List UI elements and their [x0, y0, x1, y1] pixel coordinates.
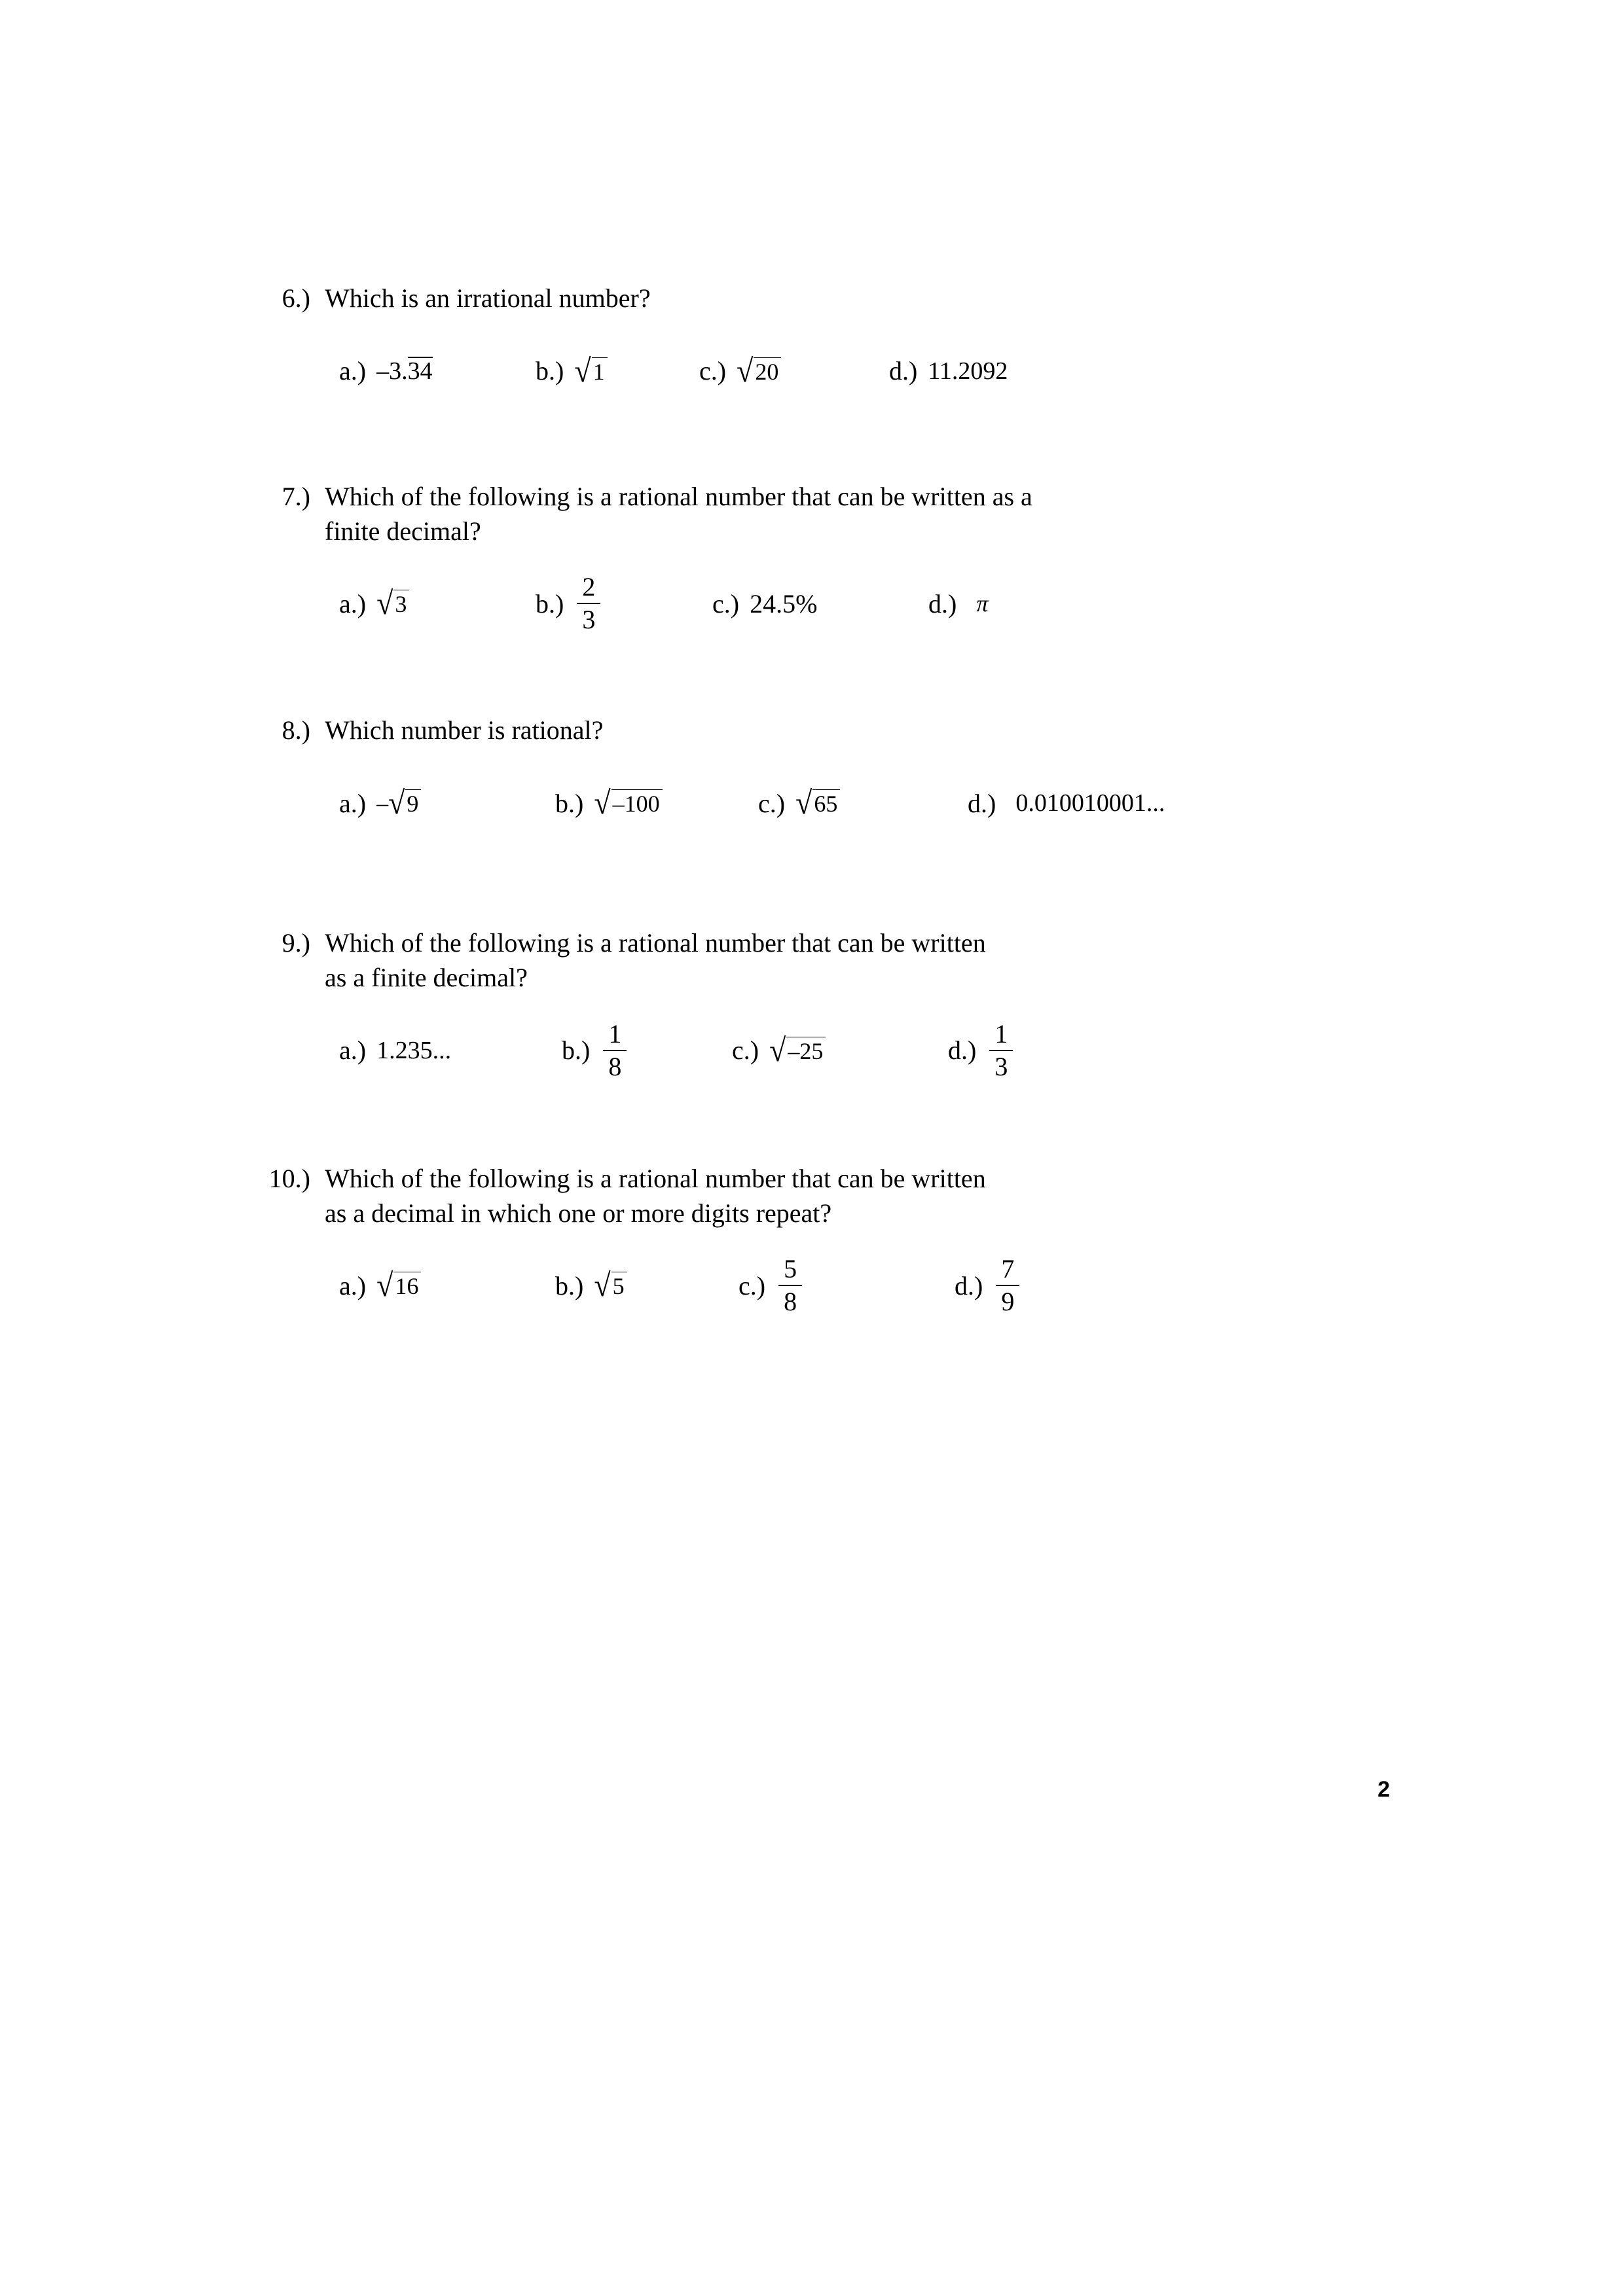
fraction-denominator: 8: [603, 1050, 627, 1081]
choice-value: [594, 785, 662, 821]
question-9-text-line2: as a finite decimal?: [325, 962, 528, 992]
question-8-text: [325, 713, 1375, 748]
radicand: 5: [611, 1272, 627, 1299]
choice-label: a.): [339, 356, 367, 386]
sqrt-icon: √ –100: [594, 789, 662, 817]
question-8-choice-a[interactable]: [339, 772, 555, 834]
radicand: 1: [592, 357, 608, 385]
question-9: [262, 926, 1375, 1082]
choice-label: d.): [955, 1270, 983, 1300]
question-6-number: 6.): [282, 283, 310, 313]
choice-value: π: [976, 590, 989, 617]
fraction: [577, 573, 600, 634]
sqrt-icon: √ 5: [594, 1272, 627, 1299]
choice-value: –3. 34: [376, 357, 433, 386]
choice-label: b.): [562, 1035, 591, 1066]
question-9-text-line1: Which of the following is a rational number that can be written: [325, 928, 986, 958]
choice-label: a.): [339, 788, 367, 818]
question-10-text: [325, 1162, 1375, 1231]
fraction: [989, 1020, 1013, 1081]
fraction-numerator: 1: [994, 1018, 1008, 1049]
question-10: [262, 1162, 1375, 1318]
question-6-choices: [262, 340, 1375, 403]
question-10-text-line2: as a decimal in which one or more digits repeat?: [325, 1198, 832, 1228]
question-7-text: [325, 480, 1375, 549]
choice-label: c.): [699, 356, 727, 386]
question-8-text-line1: Which number is rational?: [325, 715, 604, 745]
question-6-choice-a[interactable]: [339, 340, 536, 403]
question-6: [262, 281, 1375, 403]
question-7-choice-c[interactable]: [712, 572, 928, 635]
question-8-number: 8.): [282, 715, 310, 745]
sqrt-icon: √ 16: [376, 1272, 421, 1299]
radicand: 3: [393, 590, 409, 617]
question-8-heading: [262, 713, 1375, 748]
choice-label: d.): [948, 1035, 977, 1066]
question-7-text-line1: Which of the following is a rational number that can be written as a: [325, 481, 1032, 511]
question-10-choice-d[interactable]: [955, 1254, 1022, 1317]
question-7-choice-a[interactable]: [339, 572, 536, 635]
repeating-digits: 34: [407, 357, 433, 386]
radicand: 9: [405, 789, 421, 817]
choice-label: a.): [339, 1270, 367, 1300]
choice-value: [574, 573, 603, 634]
choice-value: [737, 352, 781, 389]
question-6-choice-b[interactable]: [536, 340, 699, 403]
question-7-choices: [262, 572, 1375, 635]
choice-value: [376, 785, 421, 821]
sqrt-icon: √ 65: [795, 789, 840, 817]
question-9-choice-d[interactable]: [948, 1019, 1015, 1082]
choice-value: 1.235...: [376, 1036, 452, 1064]
choice-value: [594, 1267, 627, 1304]
choice-label: c.): [712, 588, 740, 619]
question-9-choice-b[interactable]: [562, 1019, 732, 1082]
choice-label: b.): [555, 1270, 584, 1300]
question-9-number: 9.): [282, 928, 310, 958]
question-9-text: [325, 926, 1375, 996]
question-10-choice-a[interactable]: [339, 1254, 555, 1317]
question-8-choice-d[interactable]: [968, 772, 1165, 834]
sqrt-icon: √ 3: [376, 590, 409, 617]
question-6-text-line1: Which is an irrational number?: [325, 283, 651, 313]
choice-value: [987, 1020, 1015, 1081]
page-number: 2: [1377, 1777, 1390, 1802]
choice-label: b.): [536, 588, 564, 619]
question-10-choice-b[interactable]: [555, 1254, 739, 1317]
question-7-number: 7.): [282, 481, 310, 511]
fraction-denominator: 9: [996, 1285, 1019, 1316]
sqrt-icon: √ –25: [769, 1037, 826, 1064]
radicand: 20: [754, 357, 781, 385]
fraction-numerator: 2: [582, 572, 596, 602]
fraction-numerator: 1: [608, 1018, 622, 1049]
fraction: [996, 1255, 1019, 1316]
choice-value: [769, 1031, 826, 1068]
choice-value: [795, 785, 840, 821]
radicand: 65: [812, 789, 840, 817]
question-7-choice-b[interactable]: [536, 572, 712, 635]
question-7: [262, 480, 1375, 636]
choice-value: [376, 585, 409, 622]
choice-label: d.): [889, 356, 918, 386]
question-6-choice-c[interactable]: [699, 340, 889, 403]
question-8-choice-c[interactable]: [758, 772, 968, 834]
choice-label: a.): [339, 588, 367, 619]
question-10-text-line1: Which of the following is a rational number that can be written: [325, 1163, 986, 1193]
sqrt-icon: √ 1: [574, 357, 607, 385]
question-9-choice-c[interactable]: [732, 1019, 948, 1082]
question-10-choices: [262, 1254, 1375, 1317]
fraction-denominator: 3: [989, 1050, 1013, 1081]
question-10-heading: [262, 1162, 1375, 1231]
radicand: –100: [611, 789, 663, 817]
choice-label: d.): [968, 788, 996, 818]
questions-container: [262, 281, 1375, 1317]
fraction-denominator: 3: [577, 603, 600, 634]
choice-label: c.): [758, 788, 786, 818]
choice-value: [376, 1267, 421, 1304]
question-10-choice-c[interactable]: [739, 1254, 955, 1317]
question-7-heading: [262, 480, 1375, 549]
sqrt-icon: √ 20: [737, 357, 781, 385]
choice-value: 11.2092: [928, 357, 1008, 385]
fraction-numerator: 5: [784, 1254, 797, 1284]
question-8-choice-b[interactable]: [555, 772, 758, 834]
fraction: [778, 1255, 802, 1316]
choice-label: b.): [555, 788, 584, 818]
question-6-text: [325, 281, 1375, 316]
question-6-heading: [262, 281, 1375, 316]
fraction-numerator: 7: [1001, 1254, 1015, 1284]
choice-label: c.): [739, 1270, 766, 1300]
question-9-choices: [262, 1019, 1375, 1082]
choice-value: 24.5%: [750, 588, 818, 619]
choice-value: 0.010010001...: [1015, 789, 1165, 817]
question-6-choice-d[interactable]: [889, 340, 1008, 403]
question-8: [262, 713, 1375, 834]
fraction: [603, 1020, 627, 1081]
radicand: –25: [786, 1037, 826, 1064]
question-9-choice-a[interactable]: [339, 1019, 562, 1082]
fraction-denominator: 8: [778, 1285, 802, 1316]
negative-sign: –: [376, 790, 389, 817]
choice-value: [600, 1020, 629, 1081]
choice-label: d.): [928, 588, 957, 619]
sqrt-icon: √ 9: [388, 789, 421, 817]
question-7-text-line2: finite decimal?: [325, 516, 481, 546]
choice-value: [993, 1255, 1022, 1316]
choice-label: b.): [536, 356, 564, 386]
radicand: 16: [393, 1272, 421, 1299]
choice-value: [574, 352, 607, 389]
choice-value: [776, 1255, 805, 1316]
choice-label: c.): [732, 1035, 759, 1066]
question-10-number: 10.): [268, 1163, 310, 1193]
question-7-choice-d[interactable]: [928, 572, 988, 635]
question-8-choices: [262, 772, 1375, 834]
question-9-heading: [262, 926, 1375, 996]
choice-label: a.): [339, 1035, 367, 1066]
